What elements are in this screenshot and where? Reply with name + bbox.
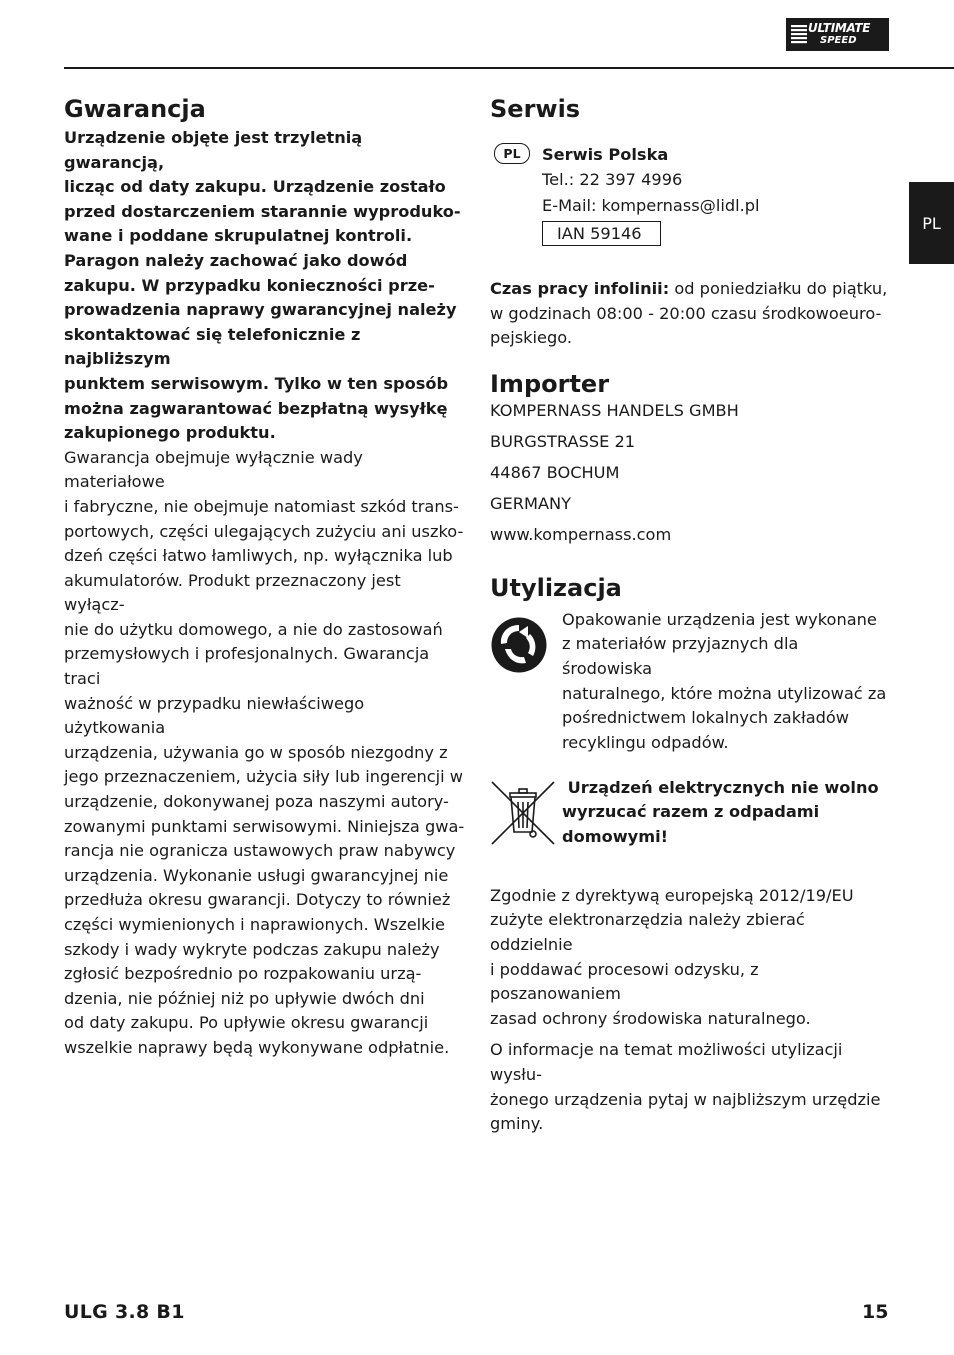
warranty-bold-line: punktem serwisowym. Tylko w ten sposób — [64, 373, 449, 393]
warranty-body-line: przemysłowych i profesjonalnych. Gwarancja traci — [64, 644, 430, 689]
hotline-text: pejskiego. — [490, 328, 573, 348]
address-line: GERMANY — [490, 493, 572, 513]
warranty-body-line: zgłosić bezpośrednio po rozpakowaniu urzą- — [64, 964, 422, 984]
serwis-title: Serwis — [490, 95, 581, 123]
weee-warning — [490, 776, 890, 856]
warranty-title: Gwarancja — [64, 95, 206, 123]
recycle-info — [490, 608, 890, 752]
warranty-body-line: od daty zakupu. Po upływie okresu gwarancji — [64, 1013, 429, 1033]
info-line: żonego urządzenia pytaj w najbliższym urzędzie — [490, 1089, 881, 1109]
ian-box: IAN 59146 — [542, 221, 661, 246]
disposal-title: Utylizacja — [490, 573, 622, 602]
warranty-body-line: przedłuża okresu gwarancji. Dotyczy to również — [64, 890, 451, 910]
warranty-body-line: urządzenia, używania go w sposób niezgodny z — [64, 742, 448, 762]
recycle-icon — [490, 616, 548, 674]
address-line: 44867 BOCHUM — [490, 462, 620, 482]
info-paragraph — [490, 1038, 890, 1136]
warranty-body-line: szkody i wady wykryte podczas zakupu należy — [64, 939, 440, 959]
importer-address — [490, 395, 890, 550]
warranty-bold-line: zakupionego produktu. — [64, 423, 276, 443]
warranty-body-line: wszelkie naprawy będą wykonywane odpłatnie. — [64, 1037, 450, 1057]
warranty-body-line: akumulatorów. Produkt przeznaczony jest wyłącz- — [64, 570, 401, 615]
warranty-body-line: rancja nie ogranicza ustawowych praw nabywcy — [64, 841, 456, 861]
directive-paragraph — [490, 884, 890, 1032]
brand-logo — [786, 18, 889, 51]
warranty-body-line: portowych, części ulegających zużyciu ani uszko- — [64, 521, 464, 541]
language-tab: PL — [909, 182, 954, 264]
info-line: O informacje na temat możliwości utylizacji wysłu- — [490, 1040, 843, 1084]
warranty-body-line: ważność w przypadku niewłaściwego użytkowania — [64, 693, 365, 738]
warranty-bold-line: skontaktować się telefonicznie z najbliższym — [64, 324, 361, 369]
warranty-bold-line: Paragon należy zachować jako dowód — [64, 250, 408, 270]
hotline-text: od poniedziałku do piątku, — [669, 279, 888, 298]
recycle-line: pośrednictwem lokalnych zakładów — [562, 708, 850, 728]
weee-line: domowymi! — [562, 826, 669, 846]
weee-line: wyrzucać razem z odpadami — [562, 802, 820, 822]
logo-stripes-icon — [791, 24, 807, 44]
recycle-line: naturalnego, które można utylizować za — [562, 683, 887, 703]
hotline-hours — [490, 277, 890, 351]
hotline-label: Czas pracy infolinii: — [490, 279, 670, 298]
directive-line: zasad ochrony środowiska naturalnego. — [490, 1008, 811, 1028]
warranty-body-line: nie do użytku domowego, a nie do zastosowań — [64, 619, 443, 639]
warranty-bold-line: prowadzenia naprawy gwarancyjnej należy — [64, 300, 457, 320]
header-rule — [64, 67, 954, 69]
address-line: KOMPERNASS HANDELS GMBH — [490, 400, 739, 420]
directive-line: i poddawać procesowi odzysku, z poszanowaniem — [490, 959, 759, 1004]
model-number: ULG 3.8 B1 — [64, 1301, 185, 1323]
warranty-bold-line: można zagwarantować bezpłatną wysyłkę — [64, 398, 448, 418]
warranty-bold-line: wane i poddane skrupulatnej kontroli. — [64, 226, 413, 246]
importer-title: Importer — [490, 369, 610, 398]
recycle-line: Opakowanie urządzenia jest wykonane — [562, 609, 877, 629]
warranty-body-line: Gwarancja obejmuje wyłącznie wady materiałowe — [64, 447, 363, 492]
serwis-email: E-Mail: kompernass@lidl.pl — [542, 196, 760, 215]
warranty-body-line: urządzenia. Wykonanie usługi gwarancyjnej nie — [64, 865, 449, 885]
warranty-bold-line: zakupu. W przypadku konieczności prze- — [64, 275, 435, 295]
weee-line: Urządzeń elektrycznych nie wolno — [562, 777, 879, 797]
warranty-body-line: części wymienionych i naprawionych. Wszelkie — [64, 915, 446, 934]
serwis-contact — [490, 143, 890, 247]
country-badge: PL — [494, 143, 530, 164]
directive-line: Zgodnie z dyrektywą europejską 2012/19/EU — [490, 885, 854, 905]
serwis-name: Serwis Polska — [542, 145, 669, 164]
info-line: gminy. — [490, 1114, 544, 1134]
warranty-section — [64, 95, 466, 1061]
warranty-body-line: urządzenie, dokonywanej poza naszymi autory- — [64, 792, 449, 812]
warranty-bold-line: przed dostarczeniem starannie wyproduko- — [64, 201, 461, 221]
warranty-body-line: dzenia, nie później niż po upływie dwóch dni — [64, 988, 425, 1008]
directive-line: zużyte elektronarzędzia należy zbierać oddzielnie — [490, 910, 805, 954]
brand-line-2: SPEED — [820, 35, 857, 46]
warranty-body-line: dzeń części łatwo łamliwych, np. wyłącznika lub — [64, 546, 453, 566]
brand-line-1: ULTIMATE — [808, 21, 871, 35]
importer-web: www.kompernass.com — [490, 524, 672, 544]
address-line: BURGSTRASSE 21 — [490, 431, 636, 451]
warranty-body-line: zowanymi punktami serwisowymi. Niniejsza gwa- — [64, 816, 465, 836]
recycle-line: recyklingu odpadów. — [562, 732, 729, 752]
warranty-bold-line: Urządzenie objęte jest trzyletnią gwarancją, — [64, 128, 363, 172]
page-number: 15 — [862, 1301, 889, 1323]
warranty-body-line: jego przeznaczeniem, użycia siły lub ingerencji w — [64, 767, 463, 787]
warranty-bold-line: licząc od daty zakupu. Urządzenie zostało — [64, 177, 446, 197]
crossed-bin-icon — [490, 780, 556, 846]
warranty-body-line: i fabryczne, nie obejmuje natomiast szkód trans- — [64, 496, 459, 516]
recycle-line: z materiałów przyjaznych dla środowiska — [562, 634, 799, 678]
hotline-text: w godzinach 08:00 - 20:00 czasu środkowoeuro- — [490, 303, 882, 323]
right-column — [490, 95, 890, 1137]
serwis-tel: Tel.: 22 397 4996 — [542, 170, 683, 189]
